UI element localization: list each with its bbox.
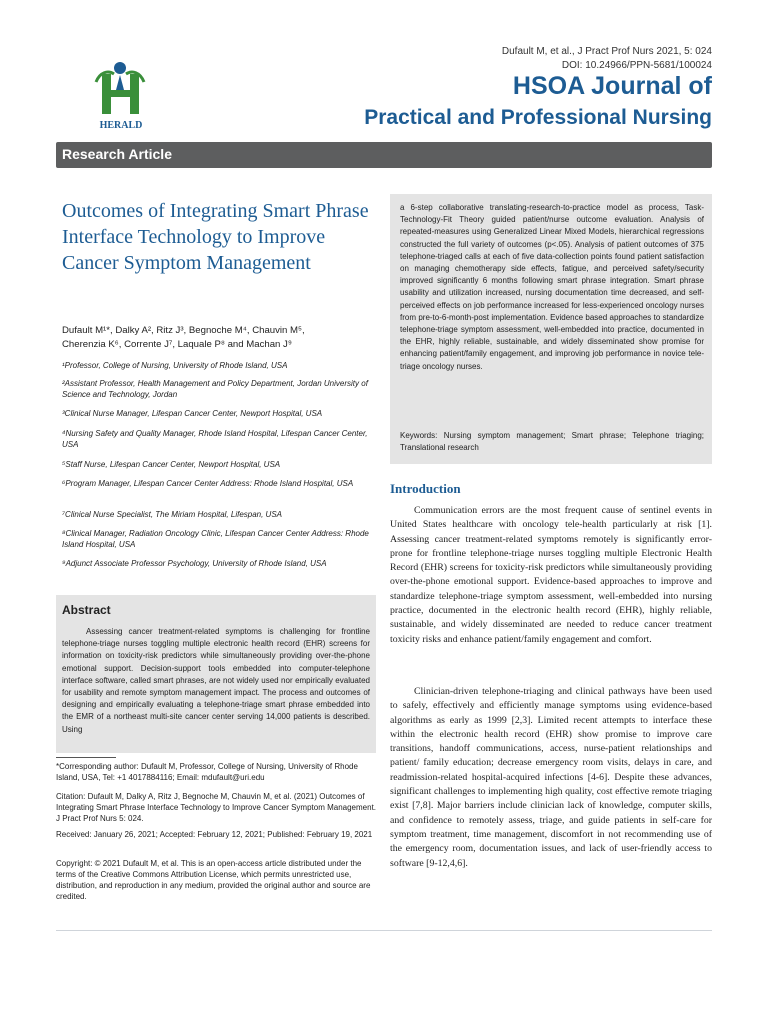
copyright-note: Copyright: © 2021 Dufault M, et al. This is an open-access article distributed under the terms of the Creative Commons Attribution License, which permits unrestricted use, distribution, and reproduction in any medium, provided the original author and source are credited. <box>56 859 371 901</box>
logo-text: HERALD <box>99 120 143 131</box>
affiliation: ⁵Staff Nurse, Lifespan Cancer Center, Newport Hospital, USA <box>62 460 281 469</box>
introduction-paragraph: Clinician-driven telephone-triaging and clinical pathways have been used to safely, effectively and efficiently manage symptoms using evidence-based algorithms as early as 1999 [2,3]. Limited recent attempts to interface these within the electronic health record (EHR) show promise to improve care transitions, handoff communications, access, nurse-patient relationships and patient/ family education; decrease emergency room visits, delays in care, and readmission-related hospital-acquired infections [4-6]. Despite these advances, significant challenges to implementing high quality, cost effective remote triaging exist [7,8]. Major barriers include clinician lack of knowledge, computer skills, and confidence to remotely assess, triage, and guide patients in self-care for symptom treatment, time management, discomfort in not recommending use of the emergency room, documentation issues, and lack of user-friendly access to software [9-12,4,6]. <box>390 686 712 869</box>
citation-note: Citation: Dufault M, Dalky A, Ritz J, Begnoche M, Chauvin M, et al. (2021) Outcomes of Integrating Smart Phrase Interface Technology to Improve Cancer Symptom Management. J Pract Prof Nurs 5: 024. <box>56 792 377 823</box>
herald-logo-icon <box>86 60 156 132</box>
affiliation: ³Clinical Nurse Manager, Lifespan Cancer Center, Newport Hospital, USA <box>62 409 323 418</box>
corresponding-author: *Corresponding author: Dufault M, Professor, College of Nursing, University of Rhode Island, USA, Tel: +1 4017884116; Email: mdufault@uri.edu <box>56 762 358 782</box>
introduction-heading: Introduction <box>390 481 461 496</box>
affiliation: ¹Professor, College of Nursing, University of Rhode Island, USA <box>62 361 288 370</box>
footnote-divider <box>56 757 116 758</box>
affiliation: ⁹Adjunct Associate Professor Psychology, University of Rhode Island, USA <box>62 559 327 568</box>
author-list <box>62 324 372 352</box>
affiliation: ⁶Program Manager, Lifespan Cancer Center Address: Rhode Island Hospital, USA <box>62 479 354 488</box>
introduction-paragraph: Communication errors are the most frequent cause of sentinel events in United States healthcare with oncology tele-health particularly at risk [1]. Assessing cancer treatment-related symptoms remotely is significantly error-prone for frontline telephone-triage nurses toggling multiple Electronic Health Record (EHR) screens for toxicity-risk predictors while simultaneously providing over-the-phone emotional support. Evidence-based approaches to improve and standardize telephone-triage symptom assessment, well-embedded into nursing practice, documented in the electronic health record (EHR), highly reliable, sustainable, and widely disseminated are needed to reduce cancer treatment toxicity risks and enhance patient/family engagement and comfort. <box>390 505 712 645</box>
abstract-heading: Abstract <box>62 603 111 617</box>
author-line: Dufault M¹*, Dalky A², Ritz J³, Begnoche M⁴, Chauvin M⁵, <box>62 325 305 336</box>
herald-logo <box>86 60 156 132</box>
keywords: Keywords: Nursing symptom management; Smart phrase; Telephone triaging; Translational research <box>400 431 704 453</box>
affiliation: ²Assistant Professor, Health Management and Policy Department, Jordan University of Science and Technology, Jordan <box>62 379 368 399</box>
page-divider <box>56 930 712 931</box>
article-type-label: Research Article <box>62 146 172 162</box>
citation-short: Dufault M, et al., J Pract Prof Nurs 2021, 5: 024 <box>501 46 712 57</box>
journal-title-line2: Practical and Professional Nursing <box>364 106 712 129</box>
abstract-text: Assessing cancer treatment-related symptoms is challenging for frontline telephone-triage nurses toggling multiple electronic health record (EHR) screens for information on toxicity-risk predictors while simultaneously providing over-the-phone emotional support. Decision-support tools embedded into computer-telephone interface software, called smart phrases, are not widely used nor empirically evaluated for usability and remote symptom management impact. The process and outcomes of designing and empirically evaluating a telephone-triage smart phrase embedded into the EMR of a northeast multi-site cancer center serving 14,000 patients is described. Using <box>62 627 370 734</box>
author-line: Cherenzia K⁶, Corrente J⁷, Laquale P⁸ and Machan J⁹ <box>62 339 292 350</box>
affiliation: ⁴Nursing Safety and Quality Manager, Rhode Island Hospital, Lifespan Cancer Center, USA <box>62 429 368 449</box>
publication-dates: Received: January 26, 2021; Accepted: February 12, 2021; Published: February 19, 2021 <box>56 830 373 839</box>
affiliation: ⁷Clinical Nurse Specialist, The Miriam Hospital, Lifespan, USA <box>62 510 283 519</box>
affiliation: ⁸Clinical Manager, Radiation Oncology Clinic, Lifespan Cancer Center Address: Rhode Island Hospital, USA <box>62 529 369 549</box>
article-title: Outcomes of Integrating Smart Phrase Interface Technology to Improve Cancer Symptom Management <box>62 200 369 274</box>
journal-title-line1: HSOA Journal of <box>512 72 712 100</box>
doi-link[interactable]: DOI: 10.24966/PPN-5681/100024 <box>561 60 712 71</box>
abstract-continued-text: a 6-step collaborative translating-research-to-practice model as process, Task-Technology-Fit Theory guided patient/nurse outcome evaluation. Analysis of repeated-measures using Generalized Linear Mixed Models, hierarchical regressions constructed the full variety of outcomes (p<.05). Analysis of patient outcomes of 375 telephone-triaged calls at each of five data-collection points found patient satisfaction on managing chemotherapy side effects, fatigue, and perceived safety/security improved significantly 6 months following smart phrase integration. Smart phrase usability and utilization increased, nursing documentation time decreased, and self-perceived effects on job performance increased for less-experienced oncology nurses from pre-to-6-month-post implementation. Evidence based approaches to standardize telephone-triage symptom assessment, well-embedded into practice, documented in the EHR, highly reliable, sustainable, and widely disseminated show promise for enhancing patient/family engagement, and improving job performance in novice tele-triage oncology nurses. <box>400 203 704 371</box>
